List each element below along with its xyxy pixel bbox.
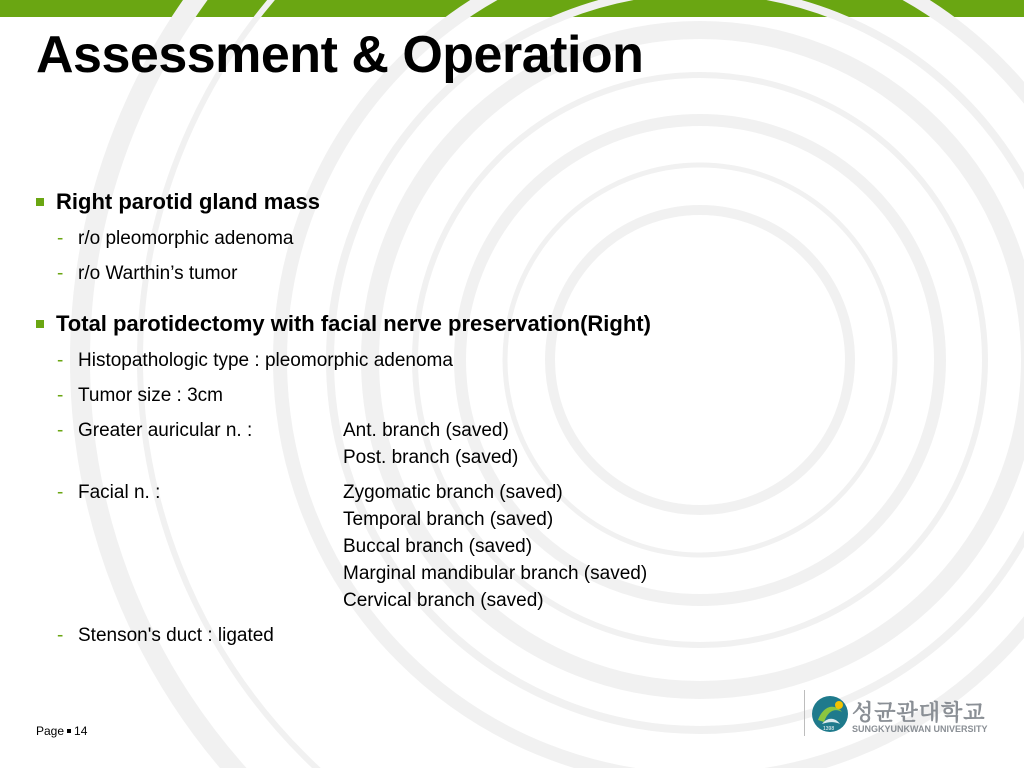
- skku-emblem-icon: [810, 694, 850, 734]
- branch-value: Marginal mandibular branch (saved): [343, 563, 648, 584]
- list-item: [57, 382, 936, 409]
- slide-title: Assessment & Operation: [36, 26, 644, 84]
- bullet-total-parotidectomy: [36, 309, 936, 339]
- branch-value: Post. branch (saved): [343, 447, 519, 468]
- list-item-label: Greater auricular n. :: [78, 420, 253, 441]
- list-item-label: r/o pleomorphic adenoma: [78, 228, 294, 249]
- slide-content: [36, 187, 936, 649]
- square-bullet-icon: [36, 198, 44, 206]
- university-logo: [804, 690, 1004, 740]
- dash-marker: -: [57, 228, 64, 249]
- list-item-label: Tumor size : 3cm: [78, 385, 223, 406]
- list-item: [57, 347, 936, 374]
- list-item: [57, 260, 936, 287]
- logo-english-name: SUNGKYUNKWAN UNIVERSITY: [852, 724, 988, 734]
- branch-value: Buccal branch (saved): [343, 536, 533, 557]
- branch-values: [343, 479, 647, 614]
- square-separator-icon: [67, 729, 71, 733]
- dash-marker: -: [57, 350, 64, 371]
- branch-value: Cervical branch (saved): [343, 590, 544, 611]
- dash-marker: -: [57, 625, 64, 646]
- list-item-label: r/o Warthin’s tumor: [78, 263, 238, 284]
- branch-value: Zygomatic branch (saved): [343, 482, 563, 503]
- page-indicator: [36, 724, 87, 738]
- list-item: [57, 622, 936, 649]
- list-item-greater-auricular: [57, 417, 936, 471]
- list-item-label: Facial n. :: [78, 482, 161, 503]
- list-item-label: Histopathologic type : pleomorphic adenoma: [78, 350, 453, 371]
- logo-korean-name: 성균관대학교: [852, 700, 986, 725]
- list-item-facial-nerve: [57, 479, 936, 614]
- bullet-heading: Total parotidectomy with facial nerve preservation(Right): [56, 311, 651, 336]
- dash-marker: -: [57, 263, 64, 284]
- dash-marker: -: [57, 420, 64, 441]
- square-bullet-icon: [36, 320, 44, 328]
- list-item: [57, 225, 936, 252]
- bullet-right-parotid-mass: [36, 187, 936, 217]
- dash-marker: -: [57, 482, 64, 503]
- emblem-year: 1398: [823, 726, 835, 732]
- logo-divider: [804, 690, 805, 736]
- page-label: Page: [36, 724, 65, 738]
- branch-value: Temporal branch (saved): [343, 509, 554, 530]
- branch-value: Ant. branch (saved): [343, 420, 509, 441]
- branch-values: [343, 417, 518, 471]
- bullet-heading: Right parotid gland mass: [56, 189, 321, 214]
- list-item-label: Stenson's duct : ligated: [78, 625, 274, 646]
- dash-marker: -: [57, 385, 64, 406]
- page-number: 14: [74, 724, 88, 738]
